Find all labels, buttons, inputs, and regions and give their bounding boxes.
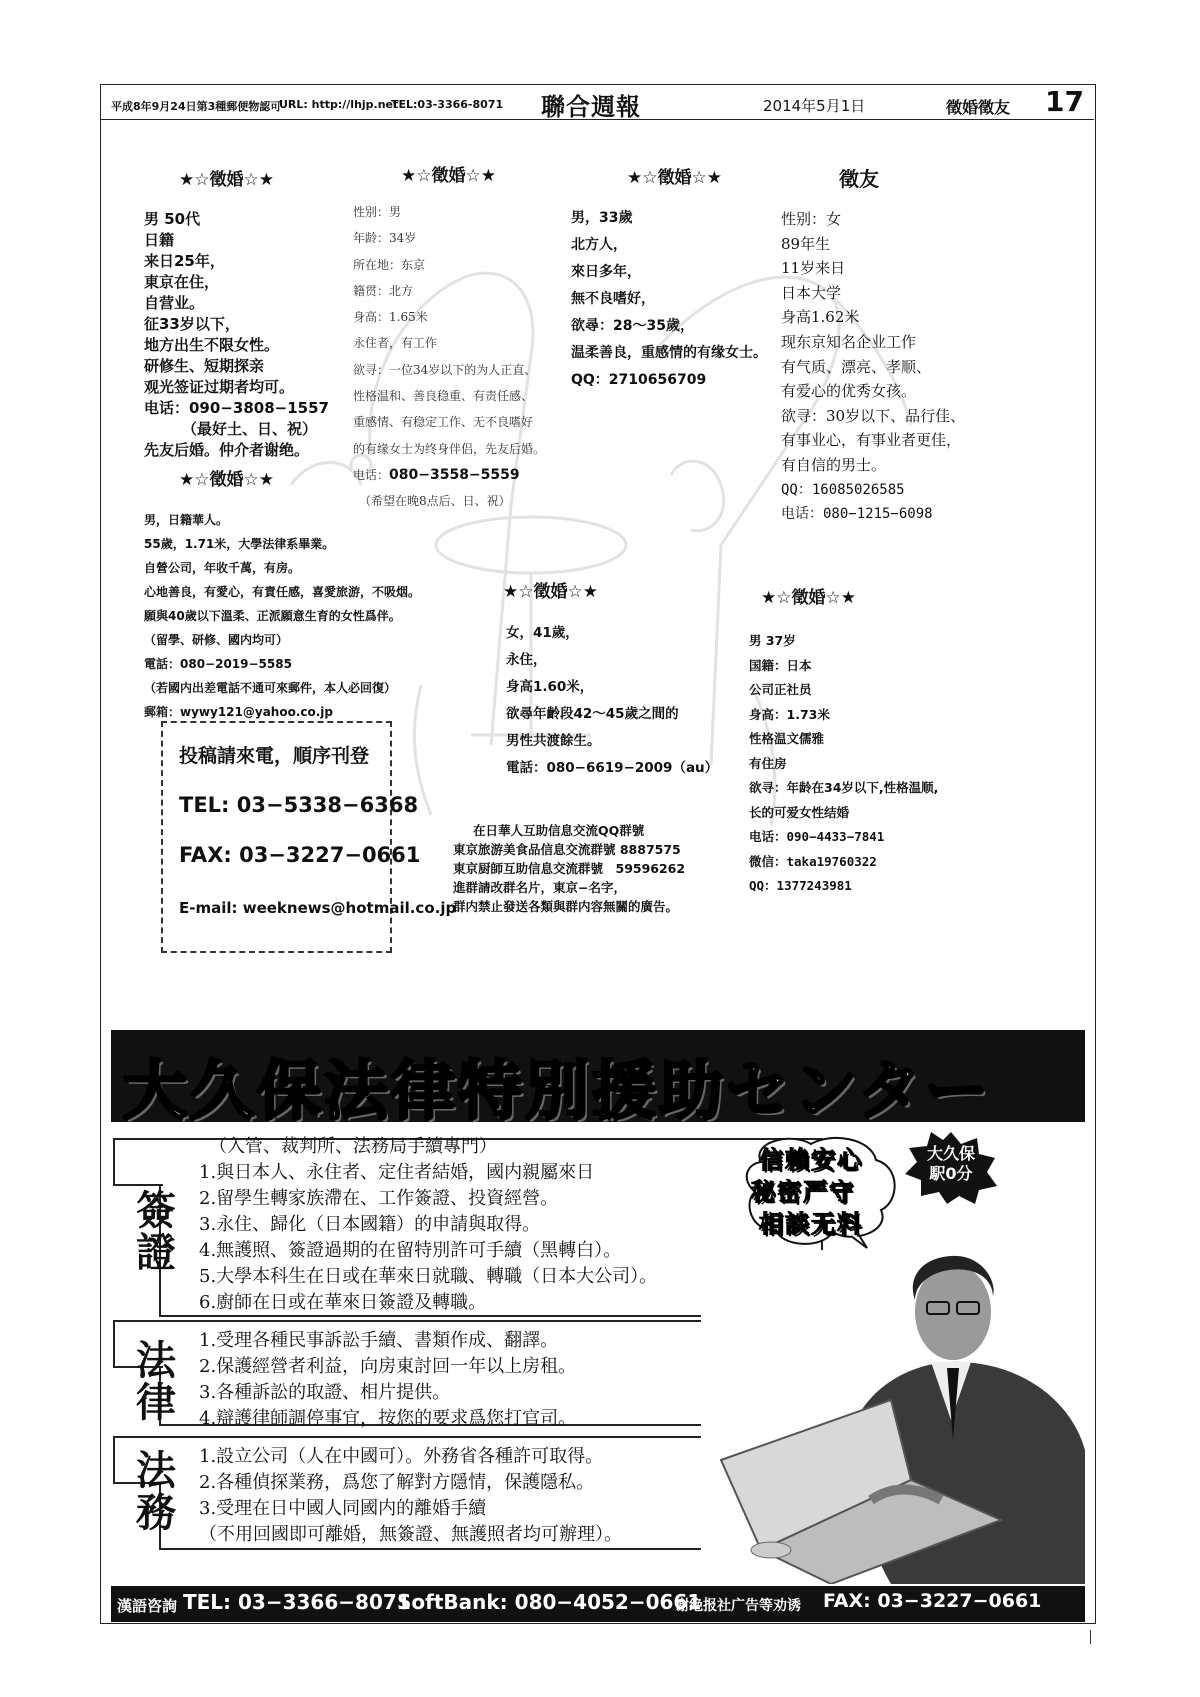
ad5-line: （留學、研修、國内均可） <box>144 633 289 647</box>
law-lines <box>199 1328 576 1432</box>
page-number: 17 <box>1045 85 1084 118</box>
ad2-line: 永住者，有工作 <box>353 336 438 351</box>
contact-fax: FAX: 03−3227−0661 <box>179 843 421 867</box>
ad4-line: 89年生 <box>781 234 831 253</box>
visa-line: 6.廚師在日或在華來日簽證及轉職。 <box>199 1292 487 1313</box>
law-line: 3.各種訴訟的取證、相片提供。 <box>199 1382 451 1403</box>
header-tel: TEL:03-3366-8071 <box>391 98 504 111</box>
businessman-laptop-photo <box>701 1250 1085 1584</box>
ad7-line: 长的可爱女性结婚 <box>749 804 850 820</box>
qq-notice-line: 東京厨師互助信息交流群號 59596262 <box>453 861 686 876</box>
law-line: 1.受理各種民事訴訟手續、書類作成、翻譯。 <box>199 1330 559 1351</box>
ad5-email: 郵箱：wywy121@yahoo.co.jp <box>144 705 333 719</box>
ad5-body <box>144 508 420 724</box>
page-header <box>101 85 1094 120</box>
ad2-line: 所在地：东京 <box>353 257 426 272</box>
ad2-line: 性别：男 <box>353 205 402 219</box>
affairs-line: 2.各種偵探業務，爲您了解對方隱情，保護隱私。 <box>199 1472 595 1493</box>
ad1-line: 男 50代 <box>144 210 201 228</box>
ad3-line: 北方人， <box>571 237 627 253</box>
ad3-line: 温柔善良，重感情的有缘女士。 <box>571 345 767 361</box>
contact-email[interactable]: E-mail: weeknews@hotmail.co.jp <box>179 899 457 917</box>
ad5-line: 願與40歲以下溫柔、正派願意生育的女性爲伴。 <box>144 609 401 623</box>
visa-line: 1.與日本人、永住者、定住者結婚，國内親屬來日 <box>199 1162 595 1183</box>
ad3-line: 欲尋：28～35歲， <box>571 318 694 334</box>
ad4-line: 日本大学 <box>781 283 842 302</box>
ad7-line: 欲寻：年龄在34岁以下,性格温顺, <box>749 780 939 795</box>
ad2-body <box>353 199 545 515</box>
ad3-qq: QQ：2710656709 <box>571 372 707 388</box>
footer-softbank: SoftBank: 080−4052−0661 <box>397 1590 702 1614</box>
ad4-body <box>781 207 965 527</box>
ad7-line: 公司正社员 <box>749 682 812 697</box>
contact-intro: 投稿請來電，順序刊登 <box>179 745 370 767</box>
ad5-title: ★☆徵婚☆★ <box>179 470 274 490</box>
ad5-line: 心地善良，有愛心，有責任感，喜愛旅游，不吸烟。 <box>144 585 421 599</box>
ad2-line: 重感情、有稳定工作、无不良嗜好 <box>353 415 534 430</box>
footer-tel: TEL: 03−3366−8071 <box>183 1590 411 1614</box>
ad4-line: 身高1.62米 <box>781 308 860 327</box>
ad1-line: 地方出生不限女性。 <box>144 336 280 354</box>
newspaper-page <box>100 84 1096 1624</box>
ad4-line: 有爱心的优秀女孩。 <box>781 382 917 401</box>
ad4-line: 11岁来日 <box>781 259 846 278</box>
ad1-line: （最好土、日、祝） <box>182 420 318 438</box>
ad7-phone: 电话：090−4433−7841 <box>749 829 885 844</box>
affairs-lines <box>199 1444 622 1548</box>
issue-date: 2014年5月1日 <box>763 97 866 115</box>
qq-notice-line: 東京旅游美食品信息交流群號 8887575 <box>453 842 681 857</box>
ad1-phone: 电话：090−3808−1557 <box>144 399 329 417</box>
ad2-line: 身高：1.65米 <box>353 310 428 325</box>
ad3-body <box>571 205 767 394</box>
ad7-line: 有住房 <box>749 755 787 771</box>
law-line: 4.辯護律師調停事宜，按您的要求爲您打官司。 <box>199 1408 577 1429</box>
ad1-line: 征33岁以下， <box>144 315 240 333</box>
ad4-title: 徵友 <box>839 167 879 191</box>
ad4-line: 有事业心，有事业者更佳， <box>781 431 962 450</box>
qq-group-notice <box>453 821 685 916</box>
ad2-line: 性格温和、善良稳重、有责任感、 <box>353 389 534 404</box>
ad7-line: 男 37岁 <box>749 633 796 648</box>
qq-notice-line: 群内禁止發送各類與群内容無關的廣告。 <box>453 899 679 914</box>
ad2-line: 年龄：34岁 <box>353 231 417 246</box>
ad1-line: 自营业。 <box>144 294 205 312</box>
ad2-title: ★☆徵婚☆★ <box>401 166 496 186</box>
ad3-title: ★☆徵婚☆★ <box>627 168 722 188</box>
ad7-title: ★☆徵婚☆★ <box>761 588 856 608</box>
ad6-title: ★☆徵婚☆★ <box>503 582 598 602</box>
affairs-line: 3.受理在日中國人同國内的離婚手續 <box>199 1498 487 1519</box>
visa-line: 5.大學本科生在日或在華來日就職、轉職（日本大公司）。 <box>199 1266 658 1287</box>
visa-line: 4.無護照、簽證過期的在留特別許可手續（黑轉白）。 <box>199 1240 622 1261</box>
ad1-line: 東京在住， <box>144 273 220 291</box>
law-line: 2.保護經營者利益，向房東討回一年以上房租。 <box>199 1356 577 1377</box>
ad4-line: 现东京知名企业工作 <box>781 332 917 351</box>
ad2-note: （希望在晚8点后、日、祝） <box>359 494 511 509</box>
affairs-line: 1.設立公司（人在中國可）。外務省各種許可取得。 <box>199 1446 604 1467</box>
visa-line: 2.留學生轉家族滯在、工作簽證、投資經營。 <box>199 1188 559 1209</box>
header-url[interactable]: URL: http://lhjp.net <box>279 98 399 111</box>
ad2-line: 籍贯：北方 <box>353 283 414 298</box>
section-title: 徵婚徵友 <box>946 98 1011 117</box>
ad2-phone: 080−3558−5559 <box>389 466 520 483</box>
page-edge-mark <box>1090 1630 1091 1644</box>
ad6-body <box>506 620 718 782</box>
ad1-body <box>144 209 329 461</box>
station-badge-text: 大久保 駅0分 <box>926 1144 975 1183</box>
ad1-line: 日籍 <box>144 231 175 249</box>
bubble-line-trust: 信賴安心 <box>759 1145 863 1174</box>
visa-line: （入管、裁判所、法務局手續專門） <box>209 1136 497 1157</box>
ad1-line: 先友后婚。仲介者谢绝。 <box>144 441 310 459</box>
affairs-line: （不用回國即可離婚，無簽證、無護照者均可辦理）。 <box>199 1524 622 1545</box>
ad7-line: 国籍：日本 <box>749 657 812 673</box>
ad6-line: 欲尋年齡段42～45歲之間的 <box>506 706 679 722</box>
ad1-line: 观光签证过期者均可。 <box>144 378 295 396</box>
footer-notice: 谢绝报社广告等劝诱 <box>675 1598 801 1614</box>
chinese-consultation-label: 漢語咨詢 <box>117 1597 178 1615</box>
ad2-phone-line <box>353 462 545 488</box>
visa-line: 3.永住、歸化（日本國籍）的申請與取得。 <box>199 1214 541 1235</box>
ad7-line: 性格温文儒雅 <box>749 731 825 746</box>
visa-label: 簽 證 <box>136 1187 176 1276</box>
ad3-line: 來日多年， <box>571 264 641 280</box>
ad4-phone: 电话：080−1215−6098 <box>781 506 933 523</box>
ad3-line: 無不良嗜好， <box>571 291 655 307</box>
ad1-title: ★☆徵婚☆★ <box>179 170 274 190</box>
ad-title: 大久保法律特別援助センター <box>123 1055 992 1129</box>
ad5-line: （若國内出差電話不通可來郵件，本人必回復） <box>144 681 397 695</box>
ad-footer-bar <box>111 1586 1085 1622</box>
ad2-line: 的有缘女士为终身伴侣，先友后婚。 <box>353 441 546 456</box>
ad7-body <box>749 629 938 899</box>
postal-permit: 平成8年9月24日第3種郵便物認可 <box>111 100 282 113</box>
ad6-line: 永住， <box>506 652 547 668</box>
ad-title-banner <box>111 1030 1085 1129</box>
submission-contact-box <box>161 721 457 953</box>
ad6-line: 男性共渡餘生。 <box>506 733 601 749</box>
ad5-line: 自營公司，年收千萬，有房。 <box>144 561 301 575</box>
ad5-line: 55歲，1.71米，大學法律系畢業。 <box>144 537 335 551</box>
ad4-line: 有气质、漂亮、孝顺、 <box>781 357 932 376</box>
qq-notice-line: 在日華人互助信息交流QQ群號 <box>473 823 645 838</box>
contact-tel: TEL: 03−5338−6368 <box>179 793 419 817</box>
qq-notice-line: 進群請改群名片，東京−名字， <box>453 880 626 895</box>
ad1-line: 研修生、短期探亲 <box>144 357 265 375</box>
bubble-line-free-consult: 相談无料 <box>759 1209 863 1238</box>
ad5-phone: 電話：080−2019−5585 <box>144 657 292 671</box>
visa-tab <box>113 1138 163 1186</box>
paper-name: 聯合週報 <box>541 93 641 121</box>
ad4-line: 欲寻：30岁以下、品行佳、 <box>781 406 966 425</box>
affairs-label: 法 務 <box>136 1447 176 1536</box>
ad1-line: 来日25年， <box>144 252 225 270</box>
ad3-line: 男，33歲 <box>571 210 633 226</box>
ad4-qq: QQ：16085026585 <box>781 481 905 498</box>
bubble-line-confidential: 秘密严守 <box>751 1177 855 1206</box>
ad6-line: 女，41歲， <box>506 625 579 641</box>
ad4-line: 性别：女 <box>781 210 842 228</box>
law-center-advertisement <box>111 1030 1085 1622</box>
ad6-line: 身高1.60米， <box>506 679 594 695</box>
ad7-qq: QQ：1377243981 <box>749 878 852 893</box>
ad5-line: 男，日籍華人。 <box>144 513 229 527</box>
ad2-line: 欲寻：一位34岁以下的为人正直、 <box>353 362 537 377</box>
footer-fax: FAX: 03−3227−0661 <box>823 1590 1042 1612</box>
ad7-wechat: 微信：taka19760322 <box>749 853 877 869</box>
ad2-phone-label: 电话： <box>353 467 390 482</box>
ad6-phone: 電話：080−6619−2009（au） <box>506 760 719 776</box>
ad4-line: 有自信的男士。 <box>781 455 887 474</box>
visa-lines <box>199 1134 657 1316</box>
law-label: 法 律 <box>136 1337 176 1426</box>
ad7-line: 身高：1.73米 <box>749 706 830 722</box>
